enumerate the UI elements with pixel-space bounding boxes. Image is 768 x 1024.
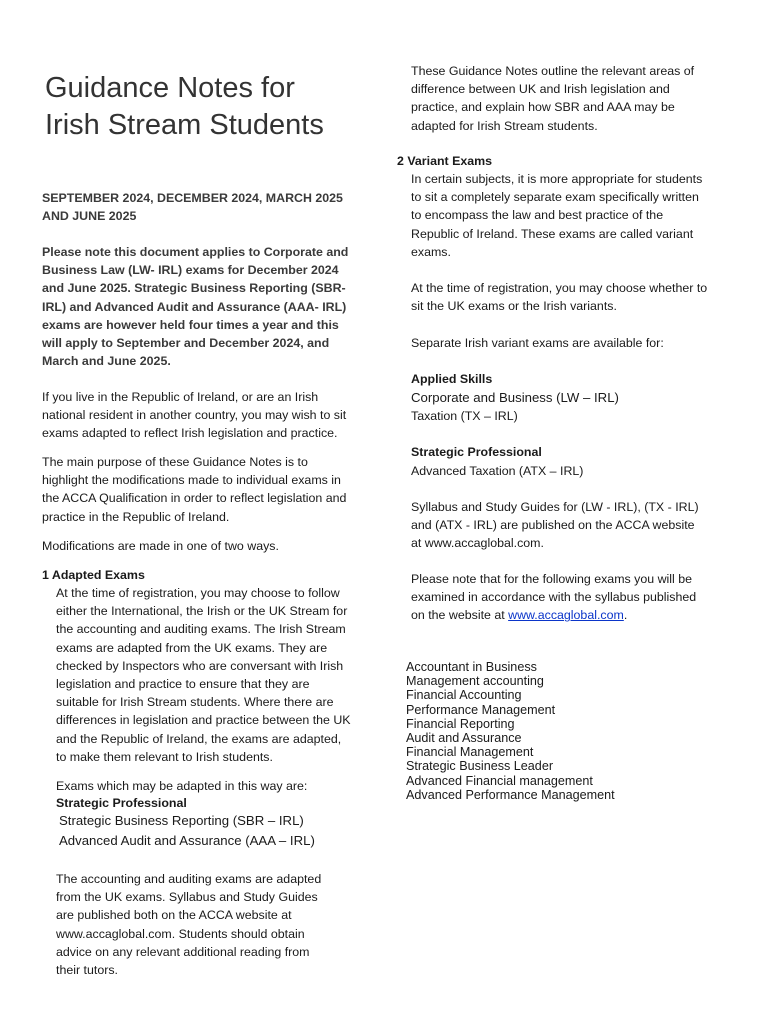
list-item: Advanced Taxation (ATX – IRL) [411, 464, 584, 478]
list-item: Accountant in Business [406, 660, 537, 674]
dates-line: SEPTEMBER 2024, DECEMBER 2024, MARCH 2025 [42, 191, 343, 205]
paragraph-line: highlight the modifications made to individual exams in [42, 473, 341, 488]
paragraph-line: sit the UK exams or the Irish variants. [411, 299, 617, 314]
note-line: Business Law (LW- IRL) exams for December 2024 [42, 263, 339, 278]
paragraph-line: The accounting and auditing exams are adapted [56, 872, 322, 886]
modifications-text: Modifications are made in one of two ways. [42, 539, 279, 553]
adapted-exams-heading: 1 Adapted Exams [42, 568, 145, 582]
list-item: Financial Reporting [406, 716, 515, 731]
website-suffix: . [623, 608, 628, 623]
title-line: Irish Stream Students [45, 109, 324, 141]
paragraph-line: practice in the Republic of Ireland. [42, 509, 230, 524]
variant-exams-heading: 2 Variant Exams [397, 154, 493, 168]
list-item: Audit and Assurance [406, 731, 522, 746]
variant-exams-paragraph [411, 170, 702, 261]
paragraph-line: These Guidance Notes outline the relevant areas of [411, 64, 695, 78]
paragraph-line: and the Republic of Ireland, the exams are adapted, [56, 731, 342, 746]
page-title [45, 70, 375, 144]
paragraph-line: www.accaglobal.com. Students should obtain [56, 926, 305, 941]
website-prefix: on the website at [411, 608, 509, 623]
note-line: and June 2025. Strategic Business Reporting (SBR- [42, 281, 346, 296]
title-line: Guidance Notes for [45, 72, 295, 104]
paragraph-line: at www.accaglobal.com. [411, 536, 544, 551]
resident-paragraph [42, 388, 346, 443]
paragraph-line: difference between UK and Irish legislation and [411, 82, 670, 97]
adapted-exam-list [59, 811, 315, 851]
paragraph-line: If you live in the Republic of Ireland, or are an Irish [42, 390, 319, 404]
paragraph-line: examined in accordance with the syllabus published [411, 590, 697, 605]
strategic-professional-heading: Strategic Professional [56, 796, 187, 810]
syllabus-notice-paragraph [411, 570, 696, 625]
paragraph-line: suitable for Irish Stream students. Where there are [56, 695, 334, 710]
paragraph-line: differences in legislation and practice between the UK [56, 713, 351, 728]
adapted-exams-paragraph [56, 584, 351, 766]
note-line: exams are however held four times a year and this [42, 317, 339, 332]
paragraph-line: adapted for Irish Stream students. [411, 118, 598, 133]
list-item: Corporate and Business (LW – IRL) [411, 390, 619, 405]
strategic-professional-heading-right: Strategic Professional [411, 445, 542, 459]
paragraph-line: At the time of registration, you may choose whether to [411, 281, 708, 295]
paragraph-line: either the International, the Irish or the UK Stream for [56, 604, 348, 619]
list-item: Advanced Financial management [406, 773, 593, 788]
paragraph-line [411, 606, 696, 624]
purpose-paragraph [42, 453, 346, 526]
paragraph-line: practice, and explain how SBR and AAA may be [411, 100, 675, 115]
paragraph-line: At the time of registration, you may choose to follow [56, 586, 340, 600]
list-item: Financial Management [406, 745, 534, 760]
paragraph-line: exams are adapted from the UK exams. They are [56, 640, 328, 655]
paragraph-line: the accounting and auditing exams. The Irish Stream [56, 622, 346, 637]
note-line: Please note this document applies to Corporate and [42, 245, 349, 259]
intro-paragraph [411, 62, 694, 135]
applicability-note [42, 243, 348, 370]
paragraph-line: Republic of Ireland. These exams are called variant [411, 226, 694, 241]
note-line: will apply to September and December 2024, and [42, 336, 330, 351]
paragraph-line: national resident in another country, you may wish to sit [42, 408, 347, 423]
paragraph-line: In certain subjects, it is more appropriate for students [411, 172, 703, 186]
adaptable-intro: Exams which may be adapted in this way are: [56, 779, 308, 793]
syllabus-paragraph [411, 498, 699, 553]
paragraph-line: from the UK exams. Syllabus and Study Guides [56, 890, 318, 905]
paragraph-line: checked by Inspectors who are conversant with Irish [56, 658, 344, 673]
paragraph-line: exams. [411, 244, 451, 259]
paragraph-line: and (ATX - IRL) are published on the ACCA website [411, 518, 695, 533]
paragraph-line: the ACCA Qualification in order to reflect legislation and [42, 491, 347, 506]
exam-list [406, 660, 615, 802]
paragraph-line: to make them relevant to Irish students. [56, 749, 273, 764]
paragraph-line: Please note that for the following exams you will be [411, 572, 693, 586]
dates-block [42, 189, 343, 225]
paragraph-line: The main purpose of these Guidance Notes is to [42, 455, 308, 469]
list-item: Advanced Audit and Assurance (AAA – IRL) [59, 833, 315, 848]
list-item: Financial Accounting [406, 688, 522, 703]
paragraph-line: are published both on the ACCA website at [56, 908, 292, 923]
note-line: March and June 2025. [42, 354, 171, 369]
separate-exams-text: Separate Irish variant exams are available for: [411, 336, 664, 350]
list-item: Taxation (TX – IRL) [411, 409, 518, 423]
applied-skills-heading: Applied Skills [411, 372, 493, 386]
strategic-professional-list [411, 462, 583, 480]
registration-choice-paragraph [411, 279, 707, 315]
note-line: IRL) and Advanced Audit and Assurance (AAA- IRL) [42, 299, 347, 314]
paragraph-line: to sit a completely separate exam specifically written [411, 190, 699, 205]
dates-line: AND JUNE 2025 [42, 209, 137, 224]
list-item: Advanced Performance Management [406, 787, 615, 802]
paragraph-line: to encompass the law and best practice of the [411, 208, 664, 223]
closing-paragraph [56, 870, 321, 979]
paragraph-line: legislation and practice to ensure that they are [56, 677, 310, 692]
paragraph-line: exams adapted to reflect Irish legislation and practice. [42, 426, 338, 441]
applied-skills-list [411, 388, 619, 425]
list-item: Performance Management [406, 702, 556, 717]
paragraph-line: advice on any relevant additional reading from [56, 944, 310, 959]
accaglobal-link[interactable]: www.accaglobal.com [508, 608, 624, 623]
list-item: Management accounting [406, 674, 544, 689]
paragraph-line: Syllabus and Study Guides for (LW - IRL), (TX - IRL) [411, 500, 699, 514]
list-item: Strategic Business Leader [406, 759, 554, 774]
paragraph-line: their tutors. [56, 963, 118, 978]
list-item: Strategic Business Reporting (SBR – IRL) [59, 813, 304, 828]
